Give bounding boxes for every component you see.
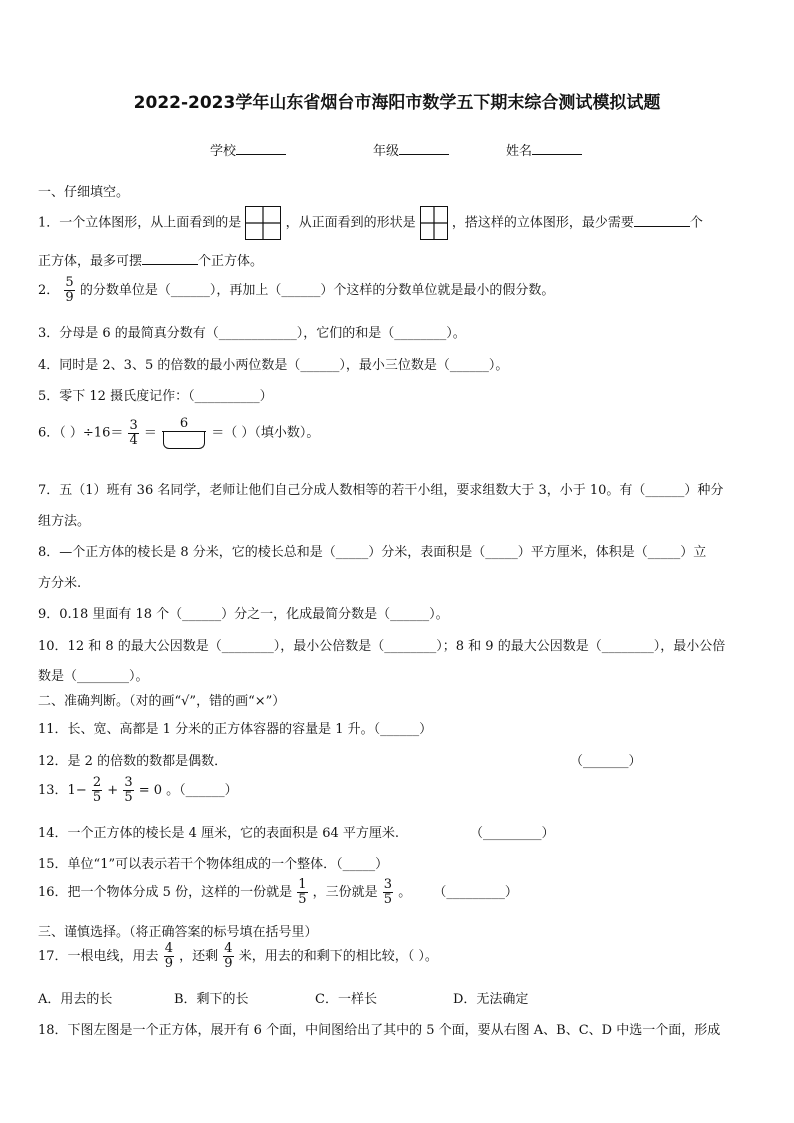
answer-blank xyxy=(634,214,690,227)
school-field xyxy=(210,140,286,159)
school-blank xyxy=(236,142,286,155)
question-10: 10．12 和 8 的最大公因数是（________），最小公倍数是（________）；8 和 9 的最大公因数是（________），最小公倍 xyxy=(38,639,726,654)
answer-paren: （_________） xyxy=(470,826,555,841)
fraction: $\frac{3}{5}$ xyxy=(383,877,393,907)
top-view-grid xyxy=(246,207,280,239)
fraction: $\frac{3}{5}$ xyxy=(124,775,133,805)
section-1-heading: 一、仔细填空。 xyxy=(38,185,130,200)
name-field xyxy=(506,140,582,159)
front-view-grid xyxy=(421,207,447,239)
question-15: 15．单位“1”可以表示若干个物体组成的一个整体．（_____） xyxy=(38,857,389,872)
question-11: 11．长、宽、高都是 1 分米的正方体容器的容量是 1 升。（______） xyxy=(38,722,433,737)
section-3-heading: 三、谨慎选择。（将正确答案的标号填在括号里） xyxy=(38,925,318,940)
question-14: 14．一个正方体的棱长是 4 厘米，它的表面积是 64 平方厘米. （_________） xyxy=(38,822,758,841)
option-c: C．一样长 xyxy=(315,992,377,1007)
question-10-cont: 数是（________）。 xyxy=(38,669,149,684)
question-4: 4．同时是 2、3、5 的倍数的最小两位数是（______），最小三位数是（______）。 xyxy=(38,358,509,373)
fraction: $\frac{5}{9}$ xyxy=(65,275,74,305)
question-17: 17．一根电线，用去 $\frac{4}{9}$ ，还剩 $\frac{4}{9}$ 米，用去的和剩下的相比较，（ ）。 xyxy=(38,941,438,971)
option-a: A．用去的长 xyxy=(38,992,113,1007)
section-2-heading: 二、准确判断。（对的画“√”，错的画“×”） xyxy=(38,694,286,709)
question-8: 8．—个正方体的棱长是 8 分米，它的棱长总和是（_____）分米，表面积是（_____）平方厘米，体积是（_____）立 xyxy=(38,545,707,560)
question-18: 18．下图左图是一个正方体，展开有 6 个面，中间图给出了其中的 5 个面，要从右图 A、B、C、D 中选一个面，形成 xyxy=(38,1023,721,1038)
page-title: 2022-2023学年山东省烟台市海阳市数学五下期末综合测试模拟试题 xyxy=(133,93,661,113)
question-1: 1．一个立体图形，从上面看到的是 ，从正面看到的形状是 ，搭这样的立体图形，最少需要 个 xyxy=(38,206,758,240)
question-12: 12．是 2 的倍数的数都是偶数． （_______） xyxy=(38,750,758,769)
option-b: B．剩下的长 xyxy=(174,992,249,1007)
question-7: 7．五（1）班有 36 名同学，老师让他们自己分成人数相等的若干小组，要求组数大于 3，小于 10。有（______）种分 xyxy=(38,483,724,498)
grade-blank xyxy=(399,142,449,155)
answer-paren: （_______） xyxy=(570,754,642,769)
fraction: $\frac{1}{5}$ xyxy=(298,877,307,907)
question-9: 9．0.18 里面有 18 个（______）分之一，化成最简分数是（______）。 xyxy=(38,607,449,622)
question-1-cont: 正方体，最多可摆 个正方体。 xyxy=(38,254,264,269)
school-label: 学校 xyxy=(210,144,237,159)
question-6: 6．（ ）÷16＝ $\frac{3}{4}$ ＝ 6 ＝（ ）（填小数）。 xyxy=(38,416,320,448)
grade-label: 年级 xyxy=(373,144,400,159)
grade-field xyxy=(373,140,449,159)
answer-paren: （_________） xyxy=(433,885,518,900)
fraction: $\frac{4}{9}$ xyxy=(164,941,173,971)
question-5: 5．零下 12 摄氏度记作：（__________） xyxy=(38,389,273,404)
name-blank xyxy=(532,142,582,155)
top-view-figure xyxy=(245,206,281,240)
question-13: 13．1− $\frac{2}{5}$ + $\frac{3}{5}$ = 0 。（______） xyxy=(38,775,238,805)
question-7-cont: 组方法。 xyxy=(38,514,91,529)
answer-blank xyxy=(142,252,198,265)
question-16: 16．把一个物体分成 5 份，这样的一份就是 $\frac{1}{5}$ ，三份就是 $\frac{3}{5}$ 。 （_________） xyxy=(38,877,518,907)
option-d: D．无法确定 xyxy=(453,992,529,1007)
fraction: $\frac{3}{4}$ xyxy=(129,417,138,448)
fraction: $\frac{4}{9}$ xyxy=(224,941,233,971)
answer-blank xyxy=(163,432,205,449)
front-view-figure xyxy=(420,206,448,240)
name-label: 姓名 xyxy=(506,144,533,159)
question-2: 2． $\frac{5}{9}$ 的分数单位是（______），再加上（______）个这样的分数单位就是最小的假分数。 xyxy=(38,275,555,305)
question-8-cont: 方分米. xyxy=(38,576,82,591)
fraction: $\frac{2}{5}$ xyxy=(92,775,102,805)
question-3: 3．分母是 6 的最简真分数有（____________），它们的和是（________）。 xyxy=(38,326,466,341)
fraction-with-blank: 6 xyxy=(162,417,206,449)
